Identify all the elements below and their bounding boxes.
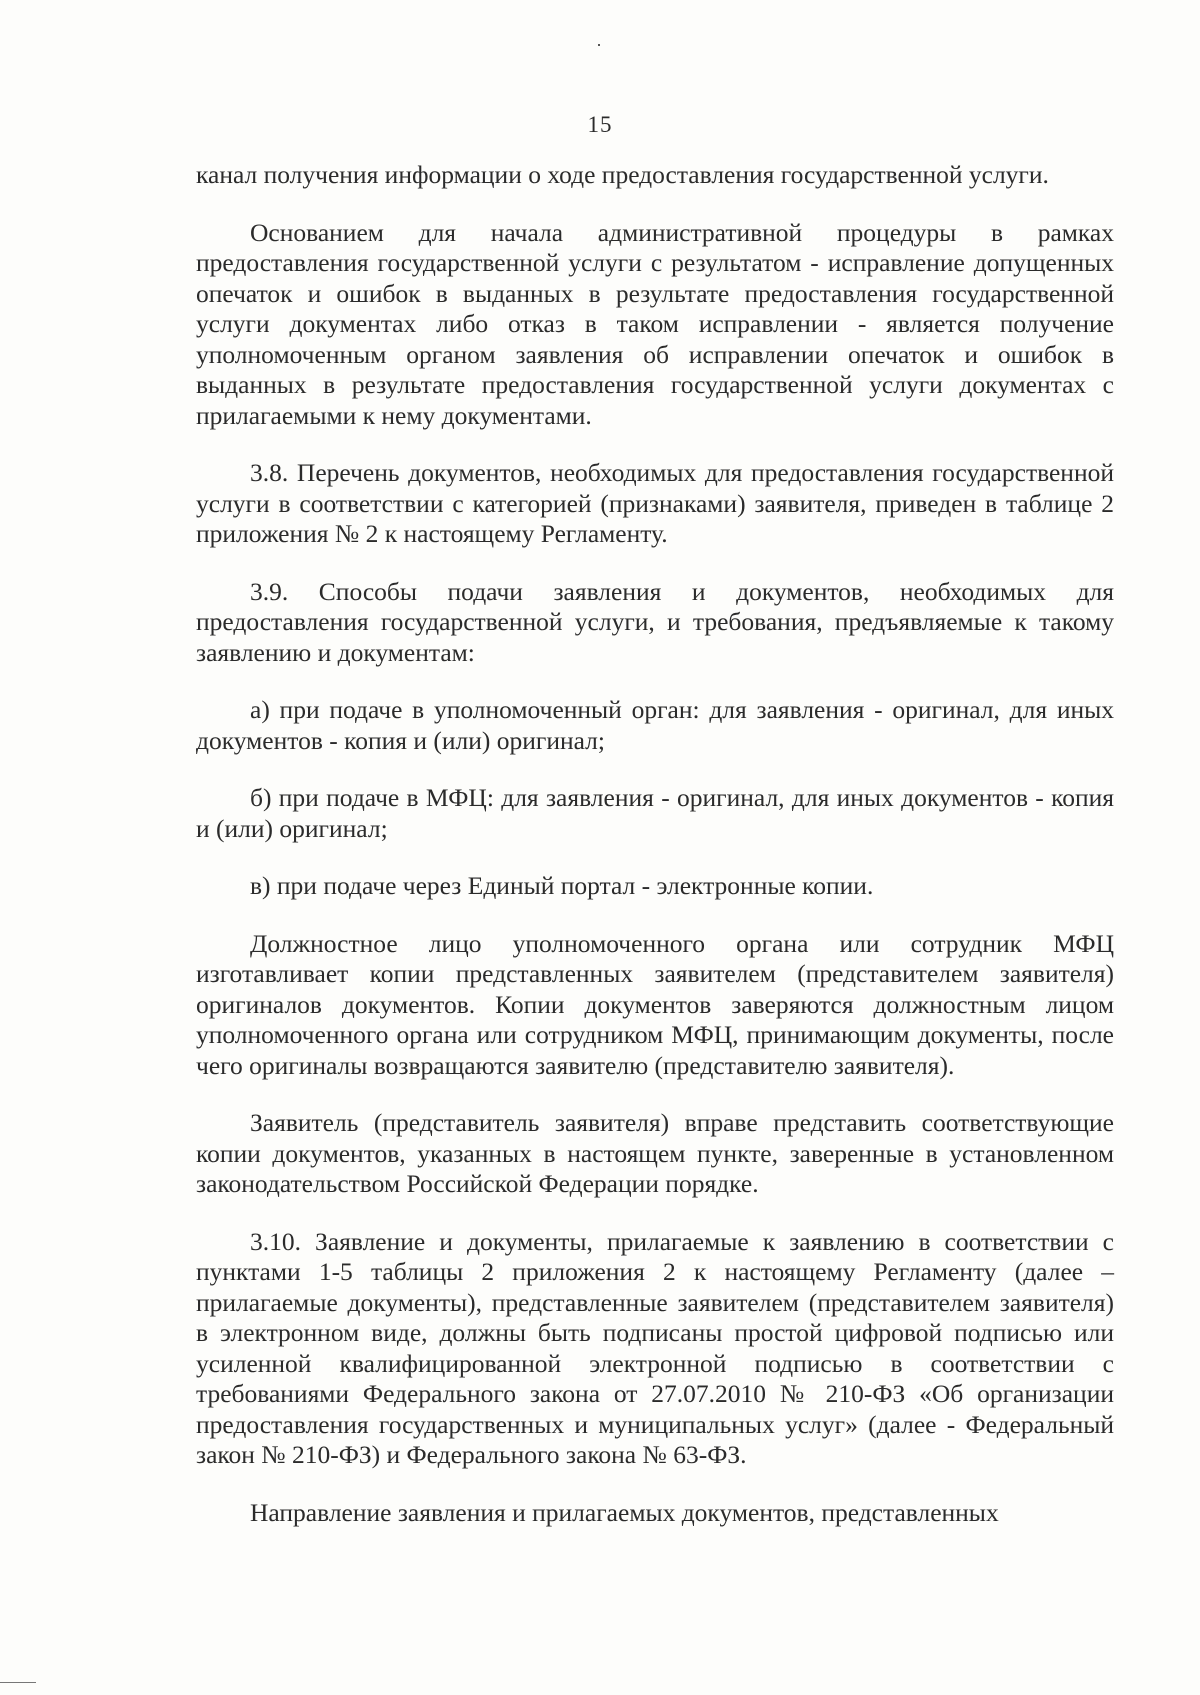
paragraph-sending: Направление заявления и прилагаемых документов, представленных — [250, 1497, 999, 1527]
paragraph-3-10: 3.10. Заявление и документы, прилагаемые к заявлению в соответствии с пунктами 1-5 таблицы 2 приложения 2 к настоящему Регламенту (далее – прилагаемые документы), представленные заявителем (представителем заявителя) в электронном виде, должны быть подписаны простой цифровой подписью или усиленной квалифицированной электронной подписью в соответствии с требованиями Федерального закона от 27.07.2010 № 210-ФЗ «Об организации предоставления государственных и муниципальных услуг» (далее - Федеральный закон № 210-ФЗ) и Федерального закона № 63-ФЗ. — [196, 1226, 1114, 1469]
paragraph-continuation: канал получения информации о ходе предоставления государственной услуги. — [196, 160, 1049, 189]
scan-edge-line — [0, 1682, 36, 1683]
paragraph-basis-procedure: Основанием для начала административной процедуры в рамках предоставления государственной услуги с результатом - исправление допущенных опечаток и ошибок в выданных в результате предоставления государственной услуги документах либо отказ в таком исправлении - является получение уполномоченным органом заявления об исправлении опечаток и ошибок в выданных в результате предоставления государственной услуги документах с прилагаемыми к нему документами. — [196, 217, 1114, 430]
paragraph-official-copies: Должностное лицо уполномоченного органа или сотрудник МФЦ изготавливает копии представленных заявителем (представителем заявителя) оригиналов документов. Копии документов заверяются должностным лицом уполномоченного органа или сотрудником МФЦ, принимающим документы, после чего оригиналы возвращаются заявителю (представителю заявителя). — [196, 928, 1114, 1080]
paragraph-3-8: 3.8. Перечень документов, необходимых для предоставления государственной услуги в соответствии с категорией (признаками) заявителя, приведен в таблице 2 приложения № 2 к настоящему Регламенту. — [196, 458, 1114, 548]
page-number: 15 — [587, 112, 613, 137]
list-item-a: а) при подаче в уполномоченный орган: для заявления - оригинал, для иных документов - копия и (или) оригинал; — [196, 695, 1114, 755]
paragraph-applicant-copies: Заявитель (представитель заявителя) вправе представить соответствующие копии документов, указанных в настоящем пункте, заверенные в установленном законодательством Российской Федерации порядке. — [196, 1108, 1114, 1198]
list-item-v: в) при подаче через Единый портал - электронные копии. — [250, 871, 874, 900]
paragraph-3-9: 3.9. Способы подачи заявления и документов, необходимых для предоставления государственной услуги, и требования, предъявляемые к такому заявлению и документам: — [196, 576, 1114, 667]
list-item-b: б) при подаче в МФЦ: для заявления - оригинал, для иных документов - копия и (или) оригинал; — [196, 783, 1114, 843]
scan-speck — [598, 44, 600, 46]
document-body — [196, 160, 1114, 1528]
